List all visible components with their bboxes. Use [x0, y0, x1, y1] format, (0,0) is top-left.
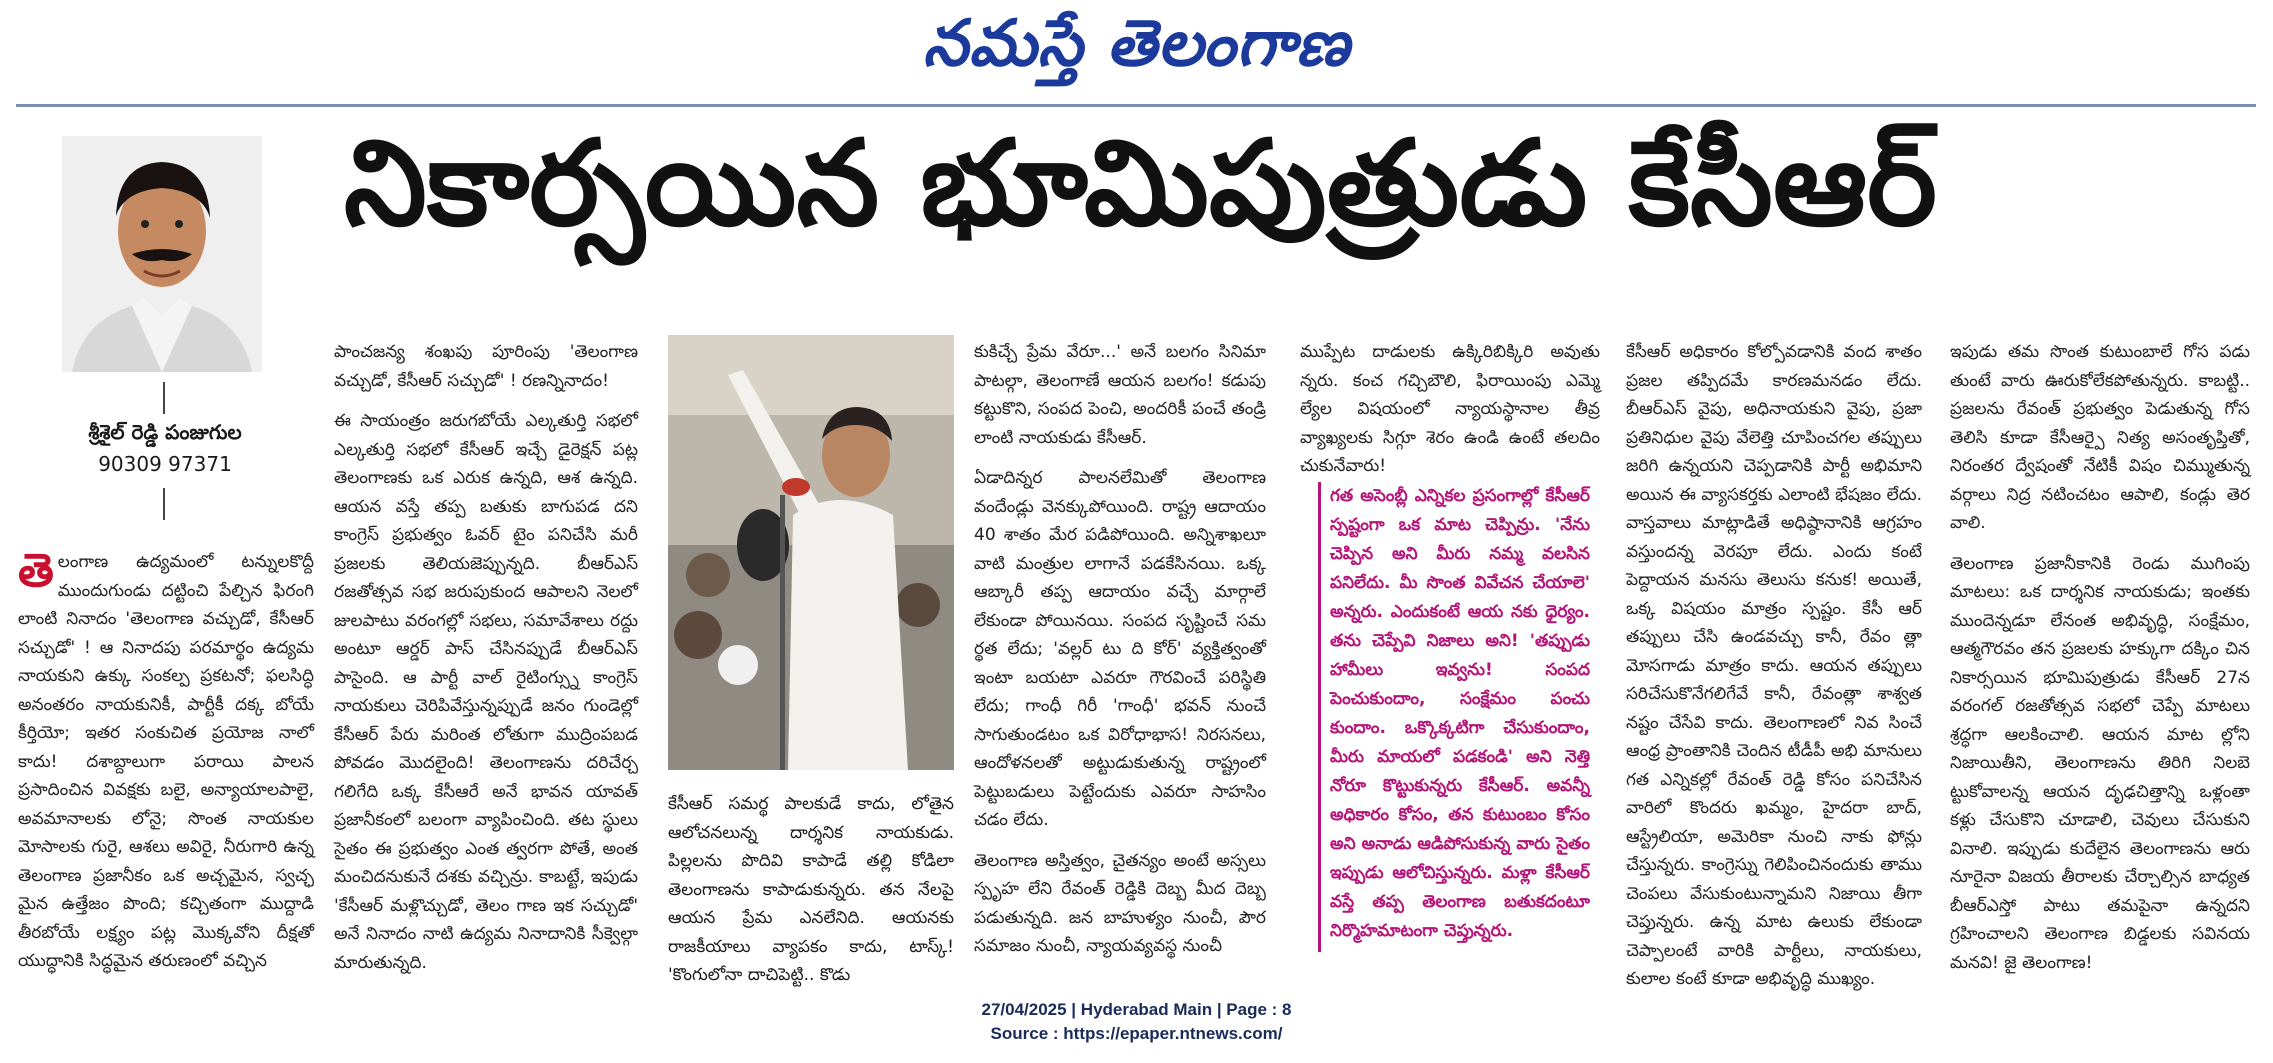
article-column-3 — [974, 338, 1266, 958]
pull-quote-bar — [1318, 482, 1321, 952]
footer-source: Source : https://epaper.ntnews.com/ — [990, 1024, 1283, 1043]
article-column-1 — [18, 543, 314, 971]
column-6-paragraph-2: తెలంగాణ ప్రజానీకానికి రెండు ముగింపు మాటలు: ఒక దార్శనిక నాయకుడు; ఇంతకు ముందెన్నడూ లేనంత అభివృద్ధి, సంక్షేమం, ఆత్మగౌరవం తన ప్రజలకు హక్కుగా దక్కిం చిన నికార్సయిన భూమిపుత్రుడు కేసీఆర్ 27న వరంగల్ రజతోత్సవ సభలో చెప్పే మాటలు శ్రద్ధగా ఆలకించాలి. ఆయన మాట ల్లోని నిజాయితీని, తెలంగాణను తిరిగి నిలబె ట్టుకోవాలన్న ఆయన దృఢచిత్తాన్ని ఒళ్లంతా కళ్లు చేసుకొని చూడాలి, చెవులు చేసుకుని వినాలి. ఇప్పుడు కుదేలైన తెలంగాణను ఆరు నూరైనా విజయ తీరాలకు చేర్చాల్సిన బాధ్యత బీఆర్ఎస్తో పాటు తమపైనా ఉన్నదని గ్రహించాలని తెలంగాణ బిడ్డలకు సవినయ మనవి! జై తెలంగాణ! — [1950, 553, 2250, 973]
pull-quote: గత అసెంబ్లీ ఎన్నికల ప్రసంగాల్లో కేసీఆర్ స్పష్టంగా ఒక మాట చెప్పిన్రు. 'నేను చెప్పిన అని మీరు నమ్మ వలసిన పనిలేదు. మీ సొంత వివేచన చేయాలె' అన్నరు. ఎందుకంటే ఆయ నకు ధైర్యం. తను చెప్పేవి నిజాలు అని! 'తప్పుడు హామీలు ఇవ్వను! సంపద పెంచుకుందాం, సంక్షేమం పంచు కుందాం. ఒక్కొక్కటిగా చేసుకుందాం, మీరు మాయలో పడకండి' అని నెత్తి నోరూ కొట్టుకున్నరు కేసీఆర్. అవన్నీ అధికారం కోసం, తన కుటుంబం కోసం అని అనాడు ఆడిపోసుకున్న వారు సైతం ఇప్పుడు ఆలోచిస్తున్నరు. మళ్లా కేసీఆర్ వస్తే తప్ప తెలంగాణ బతుకదంటూ నిర్మొహమాటంగా చెప్తున్నరు. — [1330, 486, 1590, 941]
kcr-photo — [668, 335, 954, 770]
column-2-paragraph-1: పాంచజన్య శంఖపు పూరింపు 'తెలంగాణ వచ్చుడో, కేసీఆర్ సచ్చుడో' ! రణన్నినాదం! — [334, 342, 638, 391]
photo-caption: కేసీఆర్ సమర్థ పాలకుడే కాదు, లోతైన ఆలోచనలున్న దార్శనిక నాయకుడు. పిల్లలను పొదివి కాపాడే తల్లి కోడిలా తెలంగాణను కాపాడుకున్నరు. తన నేలపై ఆయన ప్రేమ ఎనలేనిది. ఆయనకు రాజకీయాలు వ్యాపకం కాదు, టాస్క్! 'కొంగులోనా దాచిపెట్టి.. కొడు — [668, 794, 954, 985]
article-column-5 — [1626, 338, 1922, 989]
author-divider-bottom — [163, 488, 165, 520]
column-6-paragraph-1: ఇపుడు తమ సొంత కుటుంబాలే గోస పడు తుంటే వారు ఊరుకోలేకపోతున్నరు. కాబట్టి.. ప్రజలను రేవంత్ ప్రభుత్వం పెడుతున్న గోస తెలిసి కూడా కేసీఆర్పై నిత్య అసంతృప్తితో, నిరంతర ద్వేషంతో నేటికీ విషం చిమ్ముతున్న వర్గాలు నిద్ర నటించటం ఆపాలి, కండ్లు తెర వాలి. — [1950, 342, 2250, 533]
drop-cap: తె — [18, 543, 54, 597]
column-5-paragraph-1: కేసీఆర్ అధికారం కోల్పోవడానికి వంద శాతం ప్రజల తప్పిదమే కారణమనడం లేదు. బీఆర్ఎస్ వైపు, అధినాయకుని వైపు, ప్రజా ప్రతినిధుల వైపు వేలెత్తి చూపించగల తప్పులు జరిగి ఉన్నయని చెప్పడానికి పార్టీ అభిమాని అయిన ఈ వ్యాసకర్తకు ఎలాంటి భేషజం లేదు. వాస్తవాలు మాట్లాడితే అధిష్ఠానానికి ఆగ్రహం వస్తుందన్న వెరపూ లేదు. ఎందు కంటే పెద్దాయన మనసు తెలుసు కనుక! అయితే, ఒక్క విషయం మాత్రం స్పష్టం. కేసీ ఆర్ తప్పులు చేసి ఉండవచ్చు కానీ, రేవం త్లా మోసగాడు మాత్రం కాదు. ఆయన తప్పులు సరిచేసుకొనేగలిగేవే కానీ, రేవంత్లా శాశ్వత నష్టం చేసేవి కాదు. తెలంగాణలో నివ సించే ఆంధ్ర ప్రాంతానికి చెందిన టీడీపీ అభి మానులు గత ఎన్నికల్లో రేవంత్ రెడ్డి కోసం పనిచేసిన వారిలో కొందరు ఖమ్మం, హైదరా బాద్, ఆస్ట్రేలియా, అమెరికా నుంచి నాకు ఫోన్లు చేస్తున్నరు. కాంగ్రెస్ను గెలిపించినందుకు తాము చెంపలు వేసుకుంటున్నామని నిజాయి తీగా చెప్తున్నరు. ఉన్న మాట ఉలుకు లేకుండా చెప్పాలంటే వారికి పార్టీలు, నాయకులు, కులాల కంటే కూడా అభివృద్ధి ముఖ్యం. — [1626, 342, 1922, 989]
masthead — [0, 6, 2273, 96]
article-column-4 — [1300, 338, 1600, 476]
footer-date-edition: 27/04/2025 | Hyderabad Main | Page : 8 — [981, 1000, 1292, 1019]
masthead-logo-text: నమస్తే తెలంగాణ — [922, 6, 1351, 81]
column-1-text: లంగాణ ఉద్యమంలో టన్నులకొద్దీ ముందుగుండు దట్టించి పేల్చిన ఫిరంగి లాంటి నినాదం 'తెలంగాణ వచ్చుడో, కేసీఆర్ సచ్చుడో' ! ఆ నినాదపు పరమార్థం ఉద్యమ నాయకుని ఉక్కు సంకల్ప ప్రకటనో; ఫలసిద్ధి అనంతరం నాయకునికీ, పార్టీకీ దక్క బోయే కీర్తియో; ఇతర సంకుచిత ప్రయోజ నాలో కాదు! దశాబ్దాలుగా పరాయి పాలన ప్రసాదించిన వివక్షకు బలై, అన్యాయాలపాలై, అవమానాలకు లోనై; సొంత నాయకుల మోసాలకు గురై, ఆశలు అవిరై, నీరుగారి ఉన్న తెలంగాణ ప్రజానీకం ఒక అచ్చమైన, స్వచ్ఛ మైన ఉత్తేజం పొంది; కచ్చితంగా ముద్దాడి తీరబోయే లక్ష్యం పట్ల మొక్కవోని దీక్షతో యుద్ధానికి సిద్ధమైన తరుణంలో వచ్చిన — [18, 552, 314, 971]
author-phone: 90309 97371 — [98, 452, 232, 476]
article-column-6 — [1950, 338, 2250, 973]
column-4-paragraph-1: ముప్పేట దాడులకు ఉక్కిరిబిక్కిరి అవుతు న్నరు. కంచ గచ్చిబౌలి, ఫిరాయింపు ఎమ్మె ల్యేల విషయంలో న్యాయస్థానాల తీవ్ర వ్యాఖ్యలకు సిగ్గూ శెరం ఉండి ఉంటే తలదిం చుకునేవారు! — [1300, 342, 1600, 476]
author-photo — [62, 136, 262, 372]
headline: నికార్సయిన భూమిపుత్రుడు కేసీఆర్ — [344, 114, 1938, 252]
column-3-paragraph-3: తెలంగాణ అస్తిత్వం, చైతన్యం అంటే అస్సలు స్పృహ లేని రేవంత్ రెడ్డికి దెబ్బ మీద దెబ్బ పడుతున్నది. జన బాహుళ్యం నుంచీ, పౌర సమాజం నుంచీ, న్యాయవ్యవస్థ నుంచీ — [974, 850, 1266, 956]
column-3-paragraph-1: కుకిచ్చే ప్రేమ వేరూ...' అనే బలగం సినిమా పాటల్గా, తెలంగాణే ఆయన బలగం! కడుపు కట్టుకొని, సంపద పెంచి, అందరికీ పంచే తండ్రి లాంటి నాయకుడు కేసీఆర్. — [974, 342, 1266, 448]
column-2-paragraph-2: ఈ సాయంత్రం జరుగబోయే ఎల్కతుర్తి సభలో ఎల్కతుర్తి సభలో కేసీఆర్ ఇచ్చే డైరెక్షన్ పట్ల తెలంగాణకు ఒక ఎరుక ఉన్నది, ఆశ ఉన్నది. ఆయన వస్తే తప్ప బతుకు బాగుపడ దని కాంగ్రెస్ ప్రభుత్వం ఓవర్ టైం పనిచేసి మరీ ప్రజలకు తెలియజెప్పున్నది. బీఆర్ఎస్ రజతోత్సవ సభ జరుపుకుంద ఆపాలని నెలలో జులపాటు వరంగల్లో సభలు, సమావేశాలు రద్దు అంటూ ఆర్డర్ పాస్ చేసినప్పుడే బీఆర్ఎస్ పాసైంది. ఆ పార్టీ వాల్ రైటింగ్స్ను కాంగ్రెస్ నాయకులు చెరిపివేస్తున్నప్పుడే జనం గుండెల్లో కేసీఆర్ పేరు మరింత లోతుగా ముద్రింపబడ పోవడం మొదలైంది! తెలంగాణను దరిచేర్చ గలిగేది ఒక్క కేసీఆరే అనే భావన యావత్ ప్రజానీకంలో బలంగా వ్యాపించింది. తట స్థులు సైతం ఈ ప్రభుత్వం ఎంత త్వరగా పోతే, అంత మంచిదనుకునే దశకు వచ్చిన్రు. కాబట్టే, ఇపుడు 'కేసీఆర్ మళ్లొచ్చుడో, తెలం గాణ ఇక సచ్చుడో' అనే నినాదం నాటి ఉద్యమ నినాదానికి సీక్వెల్గా మారుతున్నది. — [334, 411, 638, 973]
masthead-divider — [16, 104, 2256, 107]
author-divider-top — [163, 382, 165, 414]
column-3-paragraph-2: ఏడాదిన్నర పాలనలేమితో తెలంగాణ వందేండ్లు వెనక్కుపోయింది. రాష్ట్ర ఆదాయం 40 శాతం మేర పడిపోయింది. అన్నిశాఖలూ వాటి మంత్రుల లాగానే పడకేసినయి. ఒక్క ఆబ్కారీ తప్ప ఆదాయం వచ్చే మార్గాలే లేకుండా పోయినయి. సంపద సృష్టించే సమ ర్థత లేదు; 'వల్లర్ టు ది కోర్' వ్యక్తిత్వంతో ఇంటా బయటా ఎవరూ గౌరవించే పరిస్థితి లేదు; గాంధీ గిరీ 'గాంధీ' భవన్ నుంచే సాగుతుండటం ఒక విరోధాభాస! నిరసనలు, ఆందోళనలతో అట్టుడుకుతున్న రాష్ట్రంలో పెట్టుబడులు పెట్టేందుకు ఎవరూ సాహసిం చడం లేదు. — [974, 468, 1266, 830]
author-name: శ్రీశైల్ రెడ్డి పంజుగుల — [88, 420, 242, 444]
article-column-2 — [334, 338, 638, 973]
